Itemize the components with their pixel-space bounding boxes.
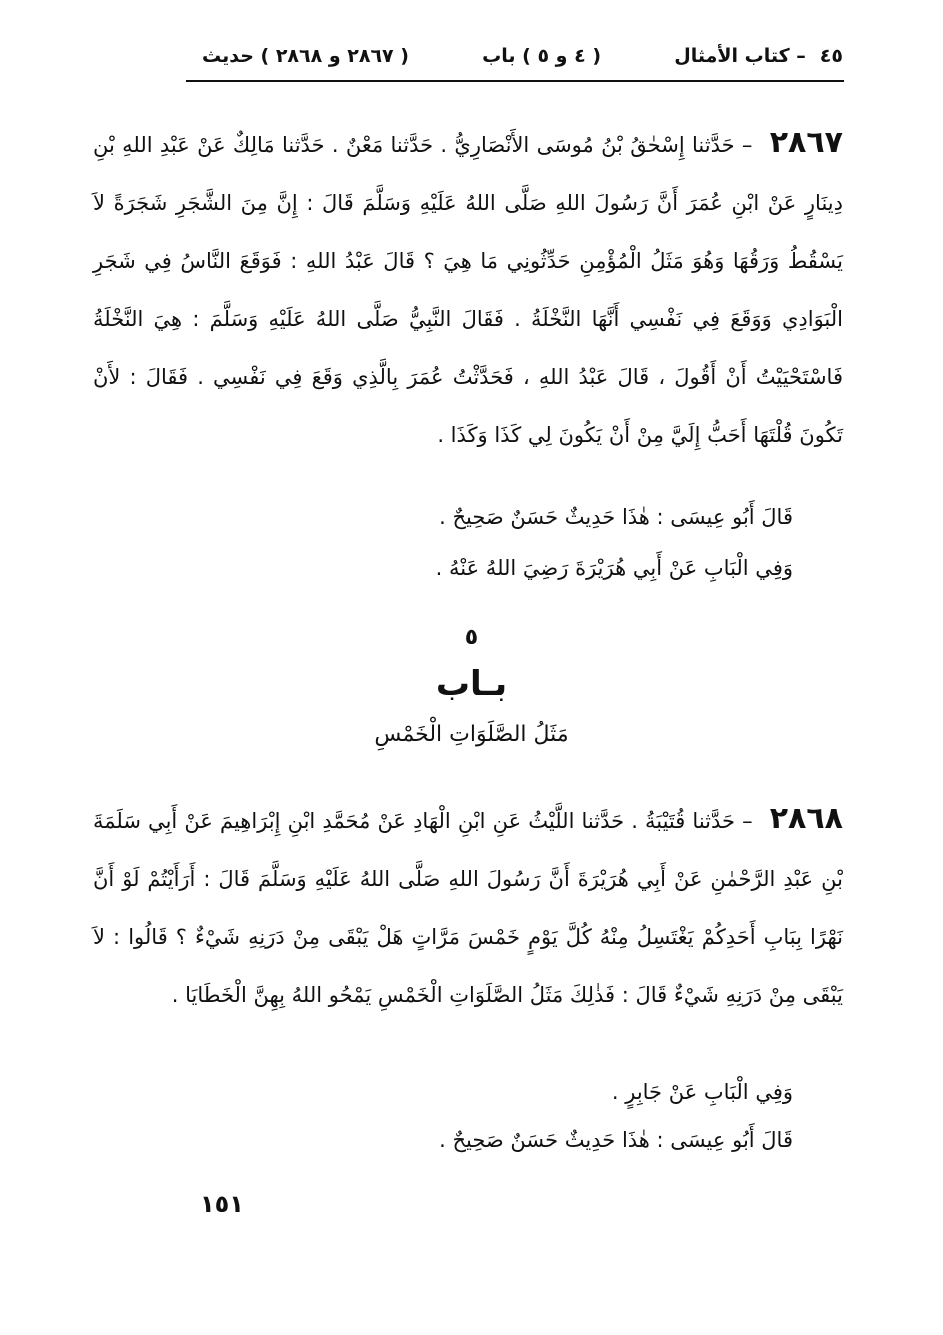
hadith-2867 [93, 114, 843, 464]
grading-note: قَالَ أَبُو عِيسَى : هٰذَا حَدِيثٌ حَسَنٌ صَحِيحٌ . [439, 1128, 793, 1152]
header-rule [186, 80, 844, 82]
header-chapters: ( ٤ و ٥ ) باب [482, 45, 602, 67]
header-page-number: ٤٥ [819, 45, 843, 67]
chapter-reference-note: وَفِي الْبَابِ عَنْ جَابِرٍ . [611, 1080, 793, 1104]
hadith-number: ٢٨٦٨ [769, 801, 843, 836]
section-number: ٥ [464, 625, 479, 650]
page-number: ١٥١ [200, 1190, 244, 1218]
running-header [188, 36, 843, 76]
hadith-number: ٢٨٦٧ [769, 125, 843, 160]
grading-note: قَالَ أَبُو عِيسَى : هٰذَا حَدِيثٌ حَسَنٌ صَحِيحٌ . [439, 505, 793, 529]
hadith-2868 [93, 790, 843, 1024]
header-hadith-range: ( ٢٨٦٧ و ٢٨٦٨ ) حديث [201, 45, 409, 67]
section-title: بـاب [435, 664, 508, 704]
header-book-title: – كتاب الأمثال [674, 45, 806, 67]
chapter-reference-note: وَفِي الْبَابِ عَنْ أَبِي هُرَيْرَةَ رَضِيَ اللهُ عَنْهُ . [435, 556, 793, 580]
hadith-text: – حَدَّثنا إِسْحٰقُ بْنُ مُوسَى الأَنْصَارِيُّ . حَدَّثنا مَعْنٌ . حَدَّثنا مَالِكٌ عَنْ عَبْدِ اللهِ بْنِ دِينَارٍ عَنْ ابْنِ عُمَرَ أَنَّ رَسُولَ اللهِ صَلَّى اللهُ عَلَيْهِ وَسَلَّمَ قَالَ : إِنَّ مِنَ الشَّجَرِ شَجَرَةً لاَ يَسْقُطُ وَرَقُهَا وَهُوَ مَثَلُ الْمُؤْمِنِ حَدِّثُونِي مَا هِيَ ؟ قَالَ عَبْدُ اللهِ : فَوَقَعَ النَّاسُ فِي شَجَرِ الْبَوَادِي وَوَقَعَ فِي نَفْسِي أَنَّهَا النَّخْلَةُ . فَقَالَ النَّبِيُّ صَلَّى اللهُ عَلَيْهِ وَسَلَّمَ : هِيَ النَّخْلَةُ فَاسْتَحْيَيْتُ أَنْ أَقُولَ ، قَالَ عَبْدُ اللهِ ، فَحَدَّثْتُ عُمَرَ بِالَّذِي وَقَعَ فِي نَفْسِي . فَقَالَ : لأَنْ تَكُونَ قُلْتَهَا أَحَبُّ إِلَيَّ مِنْ أَنْ يَكُونَ لِي كَذَا وَكَذَا . [93, 133, 843, 447]
hadith-text: – حَدَّثنا قُتَيْبَةُ . حَدَّثنا اللَّيْثُ عَنِ ابْنِ الْهَادِ عَنْ مُحَمَّدِ ابْنِ إِبْرَاهِيمَ عَنْ أَبِي سَلَمَةَ بْنِ عَبْدِ الرَّحْمٰنِ عَنْ أَبِي هُرَيْرَةَ أَنَّ رَسُولَ اللهِ صَلَّى اللهُ عَلَيْهِ وَسَلَّمَ قَالَ : أَرَأَيْتُمْ لَوْ أَنَّ نَهْرًا بِبَابِ أَحَدِكُمْ يَغْتَسِلُ مِنْهُ كُلَّ يَوْمٍ خَمْسَ مَرَّاتٍ هَلْ يَبْقَى مِنْ دَرَنِهِ شَيْءٌ ؟ قَالُوا : لاَ يَبْقَى مِنْ دَرَنِهِ شَيْءٌ قَالَ : فَذٰلِكَ مَثَلُ الصَّلَوَاتِ الْخَمْسِ يَمْحُو اللهُ بِهِنَّ الْخَطَايَا . [93, 809, 843, 1007]
section-subtitle: مَثَلُ الصَّلَوَاتِ الْخَمْسِ [374, 722, 569, 747]
